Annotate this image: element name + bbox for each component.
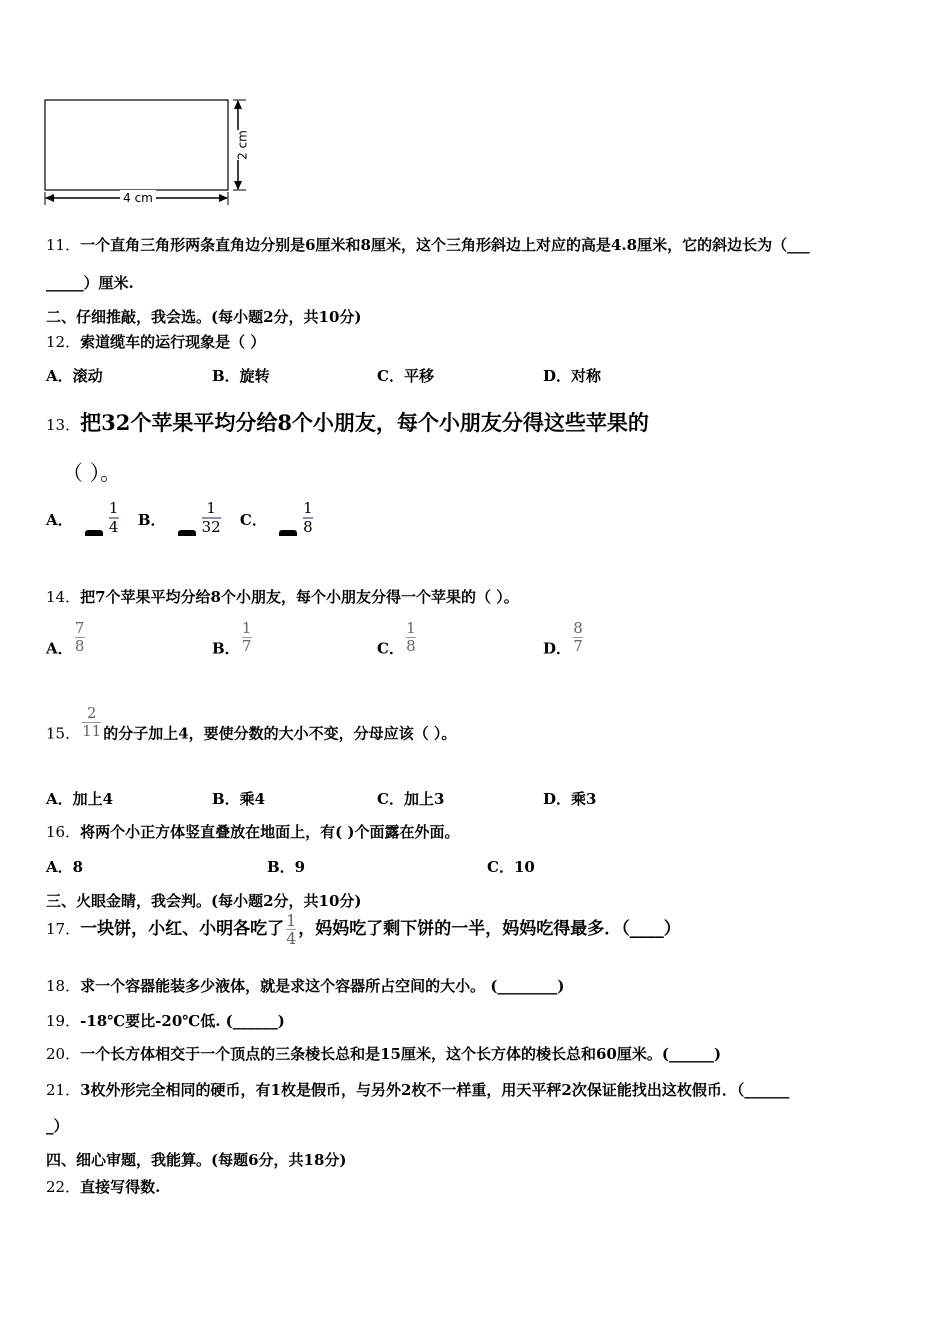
question-number: 21． <box>46 1081 81 1099</box>
option-a[interactable] <box>46 620 87 659</box>
numerator: 1 <box>108 499 119 517</box>
question-number: 15． <box>46 724 81 743</box>
question-20 <box>46 1044 721 1064</box>
question-number: 14． <box>46 588 81 606</box>
question-text: 把7个苹果平均分给8个小朋友，每个小朋友分得一个苹果的（ ）。 <box>80 588 519 606</box>
question-text: 索道缆车的运行现象是（ ） <box>80 333 266 351</box>
option-d[interactable] <box>543 620 585 659</box>
numerator: 2 <box>86 704 97 722</box>
question-number: 22． <box>46 1178 81 1196</box>
question-number: 19． <box>46 1012 81 1030</box>
question-text: 一块饼，小红、小明各吃了 <box>80 919 285 939</box>
question-text: 把32个苹果平均分给8个小朋友，每个小朋友分得这些苹果的 <box>80 410 649 435</box>
denominator: 7 <box>241 637 252 655</box>
option-d[interactable]: D．乘3 <box>543 790 597 808</box>
option-b[interactable] <box>138 500 223 536</box>
width-label: 4 cm <box>123 191 153 205</box>
question-text: 将两个小正方体竖直叠放在地面上，有( )个面露在外面。 <box>80 823 460 841</box>
option-b[interactable]: B．9 <box>267 858 306 876</box>
option-a[interactable]: A．滚动 <box>46 367 103 385</box>
question-12 <box>46 332 265 352</box>
option-label: B． <box>137 511 166 529</box>
option-label: A． <box>46 511 73 529</box>
rectangle-figure <box>40 95 255 210</box>
denominator: 4 <box>108 518 119 536</box>
question-number: 13． <box>46 416 81 434</box>
option-label: D． <box>543 639 572 658</box>
image-placeholder-icon <box>85 530 103 536</box>
question-text: 一个长方体相交于一个顶点的三条棱长总和是15厘米，这个长方体的棱长总和60厘米。(______) <box>80 1045 722 1063</box>
numerator: 1 <box>206 499 216 517</box>
question-number: 12． <box>46 333 81 351</box>
numerator: 1 <box>286 911 297 930</box>
option-label: C． <box>377 639 404 658</box>
question-number: 16． <box>46 823 81 841</box>
fraction <box>202 500 221 536</box>
option-label: B． <box>212 639 240 658</box>
numerator: 1 <box>406 619 416 637</box>
option-a[interactable]: A．加上4 <box>46 790 114 808</box>
fraction <box>242 620 252 655</box>
option-label: A． <box>46 639 73 658</box>
section-2-heading: 二、仔细推敲，我会选。(每小题2分，共10分) <box>46 308 362 326</box>
question-21 <box>46 1080 789 1100</box>
option-a[interactable] <box>46 500 121 536</box>
question-19 <box>46 1011 285 1031</box>
question-13-blank: （ ）。 <box>62 461 122 485</box>
question-number: 20． <box>46 1045 81 1063</box>
denominator: 32 <box>201 518 221 536</box>
question-17 <box>46 912 681 947</box>
numerator: 1 <box>241 619 252 637</box>
fraction <box>82 705 101 740</box>
fraction <box>573 620 583 655</box>
option-b[interactable] <box>212 620 254 659</box>
question-number: 17． <box>46 920 81 938</box>
question-13 <box>46 409 649 439</box>
question-text: 3枚外形完全相同的硬币，有1枚是假币，与另外2枚不一样重，用天平秤2次保证能找出这枚假币．（______ <box>80 1081 790 1099</box>
question-text: -18℃要比-20℃低. (______) <box>80 1012 285 1030</box>
fraction <box>406 620 416 655</box>
question-text: 一个直角三角形两条直角边分别是6厘米和8厘米，这个三角形斜边上对应的高是4.8厘米，它的斜边长为（___ <box>80 236 810 254</box>
numerator: 8 <box>573 619 583 637</box>
height-label: 2 cm <box>235 130 250 160</box>
question-14 <box>46 587 519 607</box>
fraction <box>75 620 85 655</box>
fraction <box>109 500 119 536</box>
option-b[interactable]: B．旋转 <box>212 367 270 385</box>
question-text: 求一个容器能装多少液体，就是求这个容器所占空间的大小。 (________) <box>80 977 565 995</box>
question-number: 18． <box>46 977 81 995</box>
denominator: 11 <box>82 722 102 740</box>
option-c[interactable]: C．10 <box>487 858 535 876</box>
question-text: 的分子加上4，要使分数的大小不变，分母应该（ ）。 <box>103 724 457 743</box>
question-number: 11． <box>46 236 81 254</box>
section-4-heading: 四、细心审题，我能算。(每题6分，共18分) <box>46 1151 347 1169</box>
question-text: 直接写得数. <box>80 1178 161 1196</box>
question-11-continued: _____）厘米. <box>46 274 134 292</box>
question-16 <box>46 822 460 842</box>
question-18 <box>46 976 565 996</box>
image-placeholder-icon <box>178 530 196 536</box>
numerator: 7 <box>74 619 85 637</box>
denominator: 8 <box>303 518 313 536</box>
option-d[interactable]: D．对称 <box>543 367 602 385</box>
option-c[interactable]: C．平移 <box>377 367 434 385</box>
question-15 <box>46 705 456 744</box>
option-label: C． <box>239 511 267 529</box>
question-21-continued: _） <box>46 1117 69 1135</box>
denominator: 7 <box>573 637 583 655</box>
question-11 <box>46 235 810 255</box>
denominator: 4 <box>286 929 297 948</box>
numerator: 1 <box>303 499 313 517</box>
option-c[interactable]: C．加上3 <box>377 790 445 808</box>
fraction <box>286 912 296 947</box>
section-3-heading: 三、火眼金睛，我会判。(每小题2分，共10分) <box>46 892 362 910</box>
q13-options <box>46 500 315 550</box>
question-22 <box>46 1177 160 1197</box>
denominator: 8 <box>406 637 416 655</box>
question-text: ，妈妈吃了剩下饼的一半，妈妈吃得最多．（____） <box>298 919 681 939</box>
option-c[interactable] <box>377 620 418 659</box>
option-b[interactable]: B．乘4 <box>212 790 266 808</box>
option-c[interactable] <box>240 500 315 536</box>
option-a[interactable]: A．8 <box>46 858 84 876</box>
fraction <box>303 500 313 536</box>
image-placeholder-icon <box>279 530 297 536</box>
denominator: 8 <box>74 637 85 655</box>
